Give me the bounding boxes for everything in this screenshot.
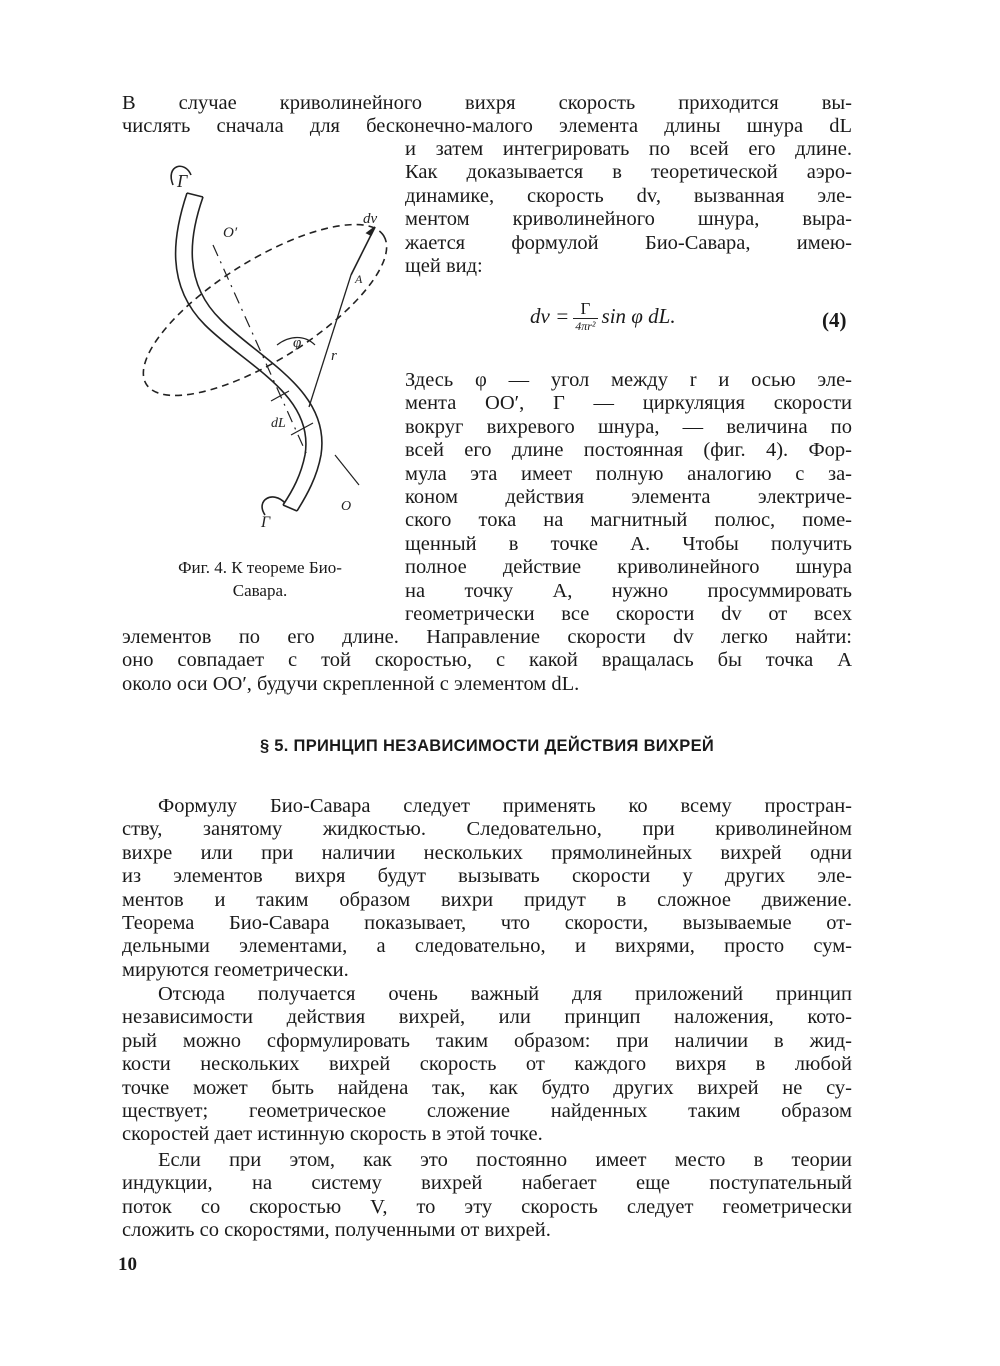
text-line: вокруг вихревого шнура, — величина по [405,415,852,438]
figure-caption [140,556,380,602]
text-line: дельными элементами, а следовательно, и вихрями, просто сум- [122,935,852,958]
text-line: В случае криволинейного вихря скорость приходится вы- [122,92,852,114]
label-o: O [341,499,352,514]
text-line: мента OO′, Г — циркуляция скорости [405,392,852,415]
text-line: кости нескольких вихрей скорость от каждого вихря в любой [122,1053,852,1076]
text-line: щей вид: [405,254,483,277]
label-r: r [331,348,337,364]
text-line: около оси OO′, будучи скрепленной с элементом dL. [122,672,580,695]
formula-numerator: Г [580,299,591,318]
text-line: Отсюда получается очень важный для приложений принцип [158,983,852,1005]
label-gamma-top: Г [177,171,188,191]
text-line: сложить со скоростями, полученными от вихрей. [122,1219,551,1242]
label-phi: φ [293,335,302,351]
text-line: точке может быть найдена так, как будто других вихрей не су- [122,1076,852,1099]
text-line: всей его длине постоянная (фиг. 4). Фор- [405,439,852,462]
text-line: и затем интегрировать по всей его длине. [405,138,852,160]
vortex-tube-outer [176,193,306,505]
text-line: ществует; геометрическое сложение найденных таким образом [122,1099,852,1122]
section-heading: § 5. ПРИНЦИП НЕЗАВИСИМОСТИ ДЕЙСТВИЯ ВИХРЕЙ [259,737,715,755]
label-gamma-bottom: Г [261,514,271,531]
text-line: динамике, скорость dv, вызванная эле- [405,184,852,207]
figure-4-vortex-diagram [125,155,405,545]
right-column-text-2 [405,369,852,626]
text-line: поток со скоростью V, то эту скорость следует геометрически [122,1195,852,1218]
formula-lhs: dv = [530,304,570,328]
text-line: независимости действия вихрей, или принцип наложения, кото- [122,1006,852,1029]
formula-rhs: sin φ dL. [601,304,676,328]
formula-denominator: 4πr² [575,319,596,333]
text-line: вихре или при наличии нескольких прямолинейных вихрей одни [122,841,852,864]
text-line: элементов по его длине. Направление скорости dv легко найти: [122,626,852,648]
page-number: 10 [118,1254,137,1275]
text-line: рый можно сформулировать таким образом: при наличии в жид- [122,1029,852,1052]
text-line: Если при этом, как это постоянно имеет место в теории [158,1149,852,1171]
biot-savart-formula [530,300,676,333]
label-dv: dv [363,211,378,227]
radius-line [309,275,351,407]
text-line: Как доказывается в теоретической аэро- [405,161,852,184]
text-line: Формулу Био-Савара следует применять ко всему простран- [158,795,852,817]
text-line: щенный в точке A. Чтобы получить [405,532,852,555]
paragraph-3 [122,1149,852,1243]
equation-number: (4) [822,308,847,332]
label-a: A [355,272,363,286]
right-column-text-1 [405,138,852,278]
text-line: из элементов вихря будут вызывать скорости у других эле- [122,865,852,888]
text-line: жается формулой Био-Савара, имею- [405,231,852,254]
intro-text [122,92,852,139]
text-line: полное действие криволинейного шнура [405,556,852,579]
text-line: ству, занятому жидкостью. Следовательно, при криволинейном [122,818,852,841]
text-line: ментов и таким образом вихри придут в сложное движение. [122,888,852,911]
caption-line: Савара. [232,581,288,600]
text-line: ского тока на магнитный полюс, поме- [405,509,852,532]
continued-text [122,626,852,696]
label-dl: dL [271,416,286,431]
label-o-prime: O′ [223,225,238,241]
paragraph-2 [122,983,852,1147]
text-line: скоростей дает истинную скорость в этой точке. [122,1123,543,1146]
circulation-ellipse [125,193,405,426]
text-line: на точку A, нужно просуммировать [405,579,852,602]
text-line: коном действия элемента электриче- [405,485,852,508]
formula-fraction [573,300,597,333]
text-line: мула эта имеет полную аналогию с за- [405,462,852,485]
text-line: числять сначала для бесконечно-малого элемента длины шнура dL [122,115,852,138]
text-line: мируются геометрически. [122,958,349,981]
caption-line: Фиг. 4. К теореме Био- [178,558,342,577]
text-line: индукции, на систему вихрей набегает еще поступательный [122,1172,852,1195]
text-line: геометрически все скорости dv от всех [405,602,852,625]
paragraph-1 [122,795,852,982]
text-line: Теорема Био-Савара показывает, что скорости, вызываемые от- [122,911,852,934]
text-line: Здесь φ — угол между r и осью эле- [405,369,852,391]
text-line: ментом криволинейного шнура, выра- [405,208,852,231]
text-line: оно совпадает с той скоростью, с какой вращалась бы точка A [122,649,852,672]
